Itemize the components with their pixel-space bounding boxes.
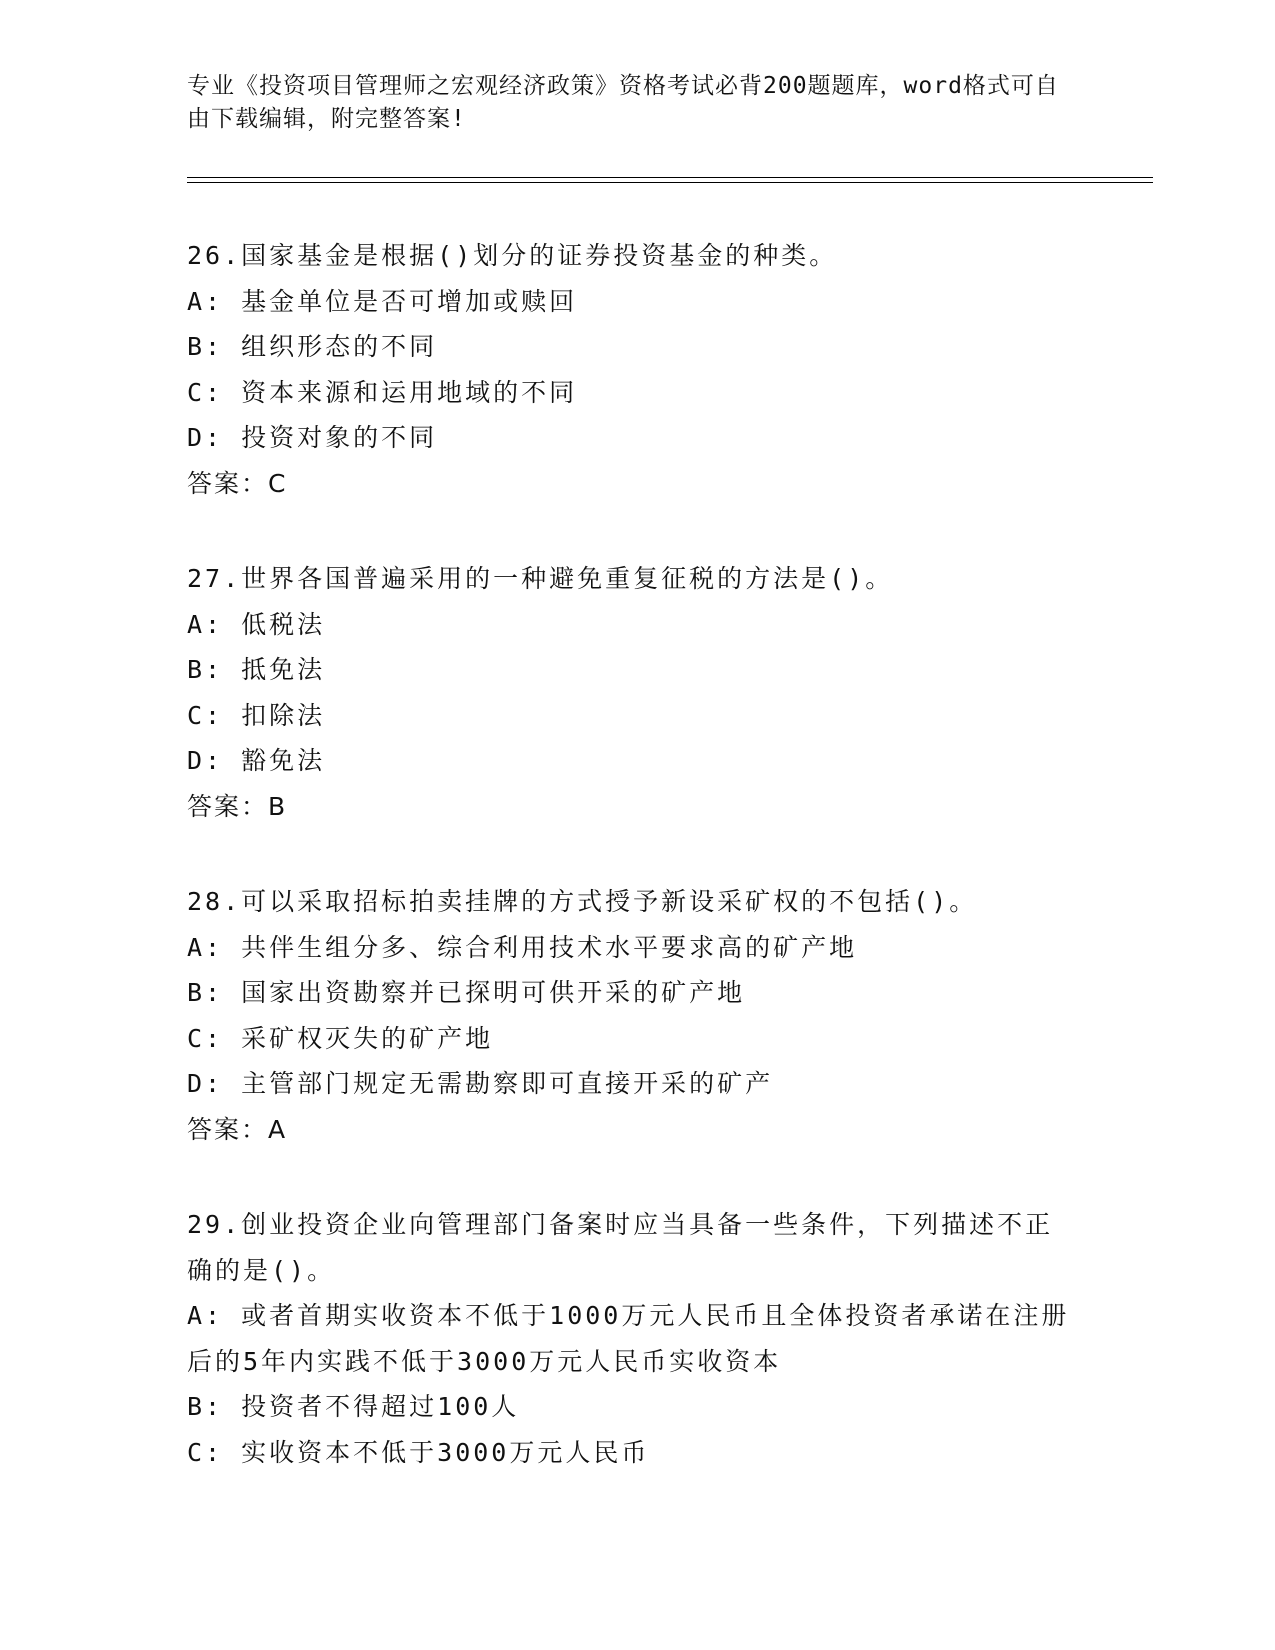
option-c: C: 扣除法 <box>187 700 326 730</box>
question-26 <box>187 233 1087 506</box>
question-list <box>187 233 1087 1525</box>
option-b: B: 组织形态的不同 <box>187 332 438 361</box>
answer-text: 答案：B <box>187 791 288 821</box>
question-stem: 27.世界各国普遍采用的一种避免重复征税的方法是()。 <box>187 564 894 593</box>
question-stem: 26.国家基金是根据()划分的证券投资基金的种类。 <box>187 241 838 270</box>
answer-text: 答案：A <box>187 1114 288 1144</box>
option-d: D: 主管部门规定无需勘察即可直接开采的矿产 <box>187 1069 774 1098</box>
option-a: A: 基金单位是否可增加或赎回 <box>187 286 578 316</box>
option-a: A: 或者首期实收资本不低于1000万元人民币且全体投资者承诺在注册后的5年内实践不低于3000万元人民币实收资本 <box>187 1301 1070 1376</box>
question-stem: 28.可以采取招标拍卖挂牌的方式授予新设采矿权的不包括()。 <box>187 887 978 916</box>
document-header <box>187 70 1067 136</box>
option-c: C: 资本来源和运用地域的不同 <box>187 377 578 407</box>
question-28 <box>187 879 1087 1152</box>
option-b: B: 国家出资勘察并已探明可供开采的矿产地 <box>187 978 746 1007</box>
question-29 <box>187 1202 1087 1475</box>
answer-text: 答案：C <box>187 468 288 498</box>
option-a: A: 共伴生组分多、综合利用技术水平要求高的矿产地 <box>187 932 858 962</box>
header-rule-bottom <box>187 182 1153 183</box>
question-stem: 29.创业投资企业向管理部门备案时应当具备一些条件，下列描述不正确的是()。 <box>187 1210 1054 1285</box>
option-d: D: 投资对象的不同 <box>187 423 438 452</box>
option-c: C: 实收资本不低于3000万元人民币 <box>187 1437 650 1467</box>
question-27 <box>187 556 1087 829</box>
option-b: B: 抵免法 <box>187 655 326 684</box>
header-rule-top <box>187 177 1153 178</box>
header-title: 专业《投资项目管理师之宏观经济政策》资格考试必背200题题库，word格式可自由下载编辑，附完整答案! <box>187 73 1059 132</box>
option-a: A: 低税法 <box>187 609 326 639</box>
option-b: B: 投资者不得超过100人 <box>187 1392 520 1421</box>
option-d: D: 豁免法 <box>187 746 326 775</box>
option-c: C: 采矿权灭失的矿产地 <box>187 1023 494 1053</box>
